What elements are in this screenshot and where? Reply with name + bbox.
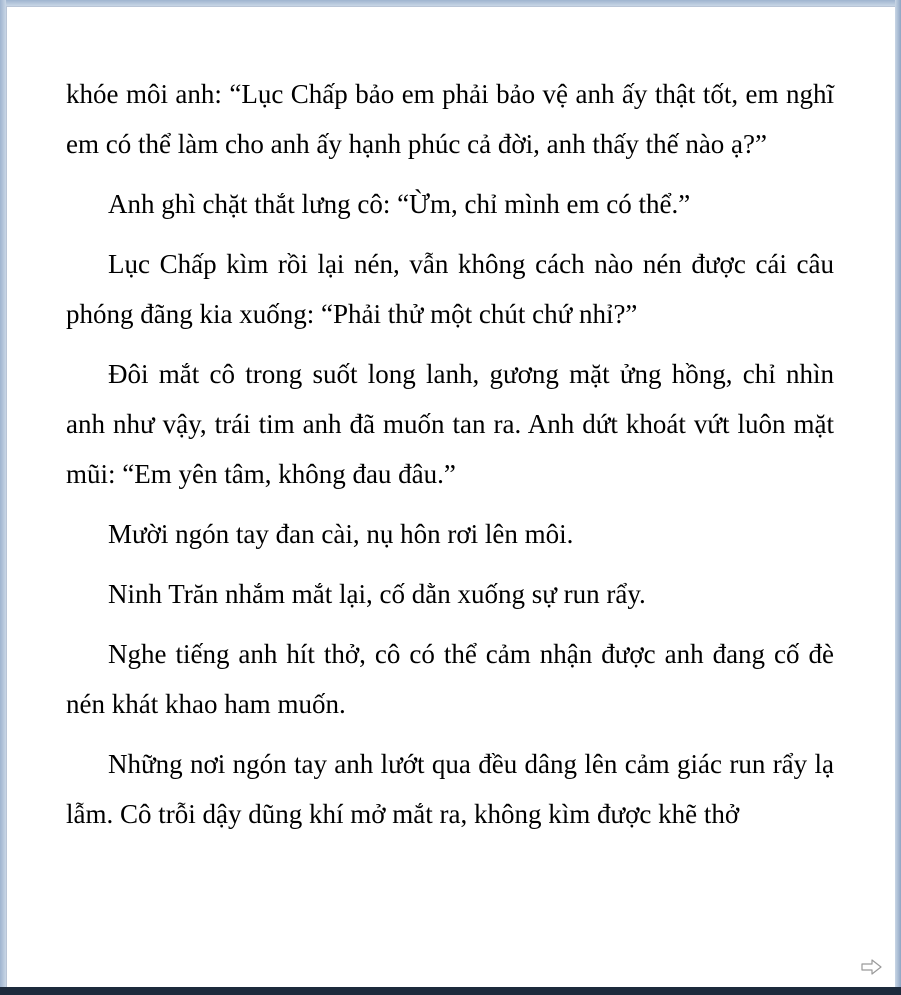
paragraph-6: Ninh Trăn nhắm mắt lại, cố dằn xuống sự run rẩy. xyxy=(108,579,646,609)
paragraph-1: khóe môi anh: “Lục Chấp bảo em phải bảo vệ anh ấy thật tốt, em nghĩ em có thể làm cho anh ấy hạnh phúc cả đời, anh thấy thế nào ạ?” xyxy=(66,79,834,159)
paragraph-7: Nghe tiếng anh hít thở, cô có thể cảm nhận được anh đang cố đè nén khát khao ham muốn. xyxy=(66,639,834,719)
next-page-arrow-icon[interactable] xyxy=(861,959,883,975)
window-frame-bottom xyxy=(0,987,901,995)
paragraph-5: Mười ngón tay đan cài, nụ hôn rơi lên môi. xyxy=(108,519,574,549)
document-body xyxy=(66,69,834,849)
paragraph-2: Anh ghì chặt thắt lưng cô: “Ừm, chỉ mình em có thể.” xyxy=(108,189,691,219)
document-page xyxy=(6,6,895,987)
paragraph-4: Đôi mắt cô trong suốt long lanh, gương mặt ửng hồng, chỉ nhìn anh như vậy, trái tim anh đã muốn tan ra. Anh dứt khoát vứt luôn mặt mũi: “Em yên tâm, không đau đâu.” xyxy=(66,359,834,489)
paragraph-3: Lục Chấp kìm rồi lại nén, vẫn không cách nào nén được cái câu phóng đãng kia xuống: “Phải thử một chút chứ nhỉ?” xyxy=(66,249,834,329)
window-frame-right xyxy=(895,0,901,995)
paragraph-8: Những nơi ngón tay anh lướt qua đều dâng lên cảm giác run rẩy lạ lẫm. Cô trỗi dậy dũng khí mở mắt ra, không kìm được khẽ thở xyxy=(66,749,834,829)
